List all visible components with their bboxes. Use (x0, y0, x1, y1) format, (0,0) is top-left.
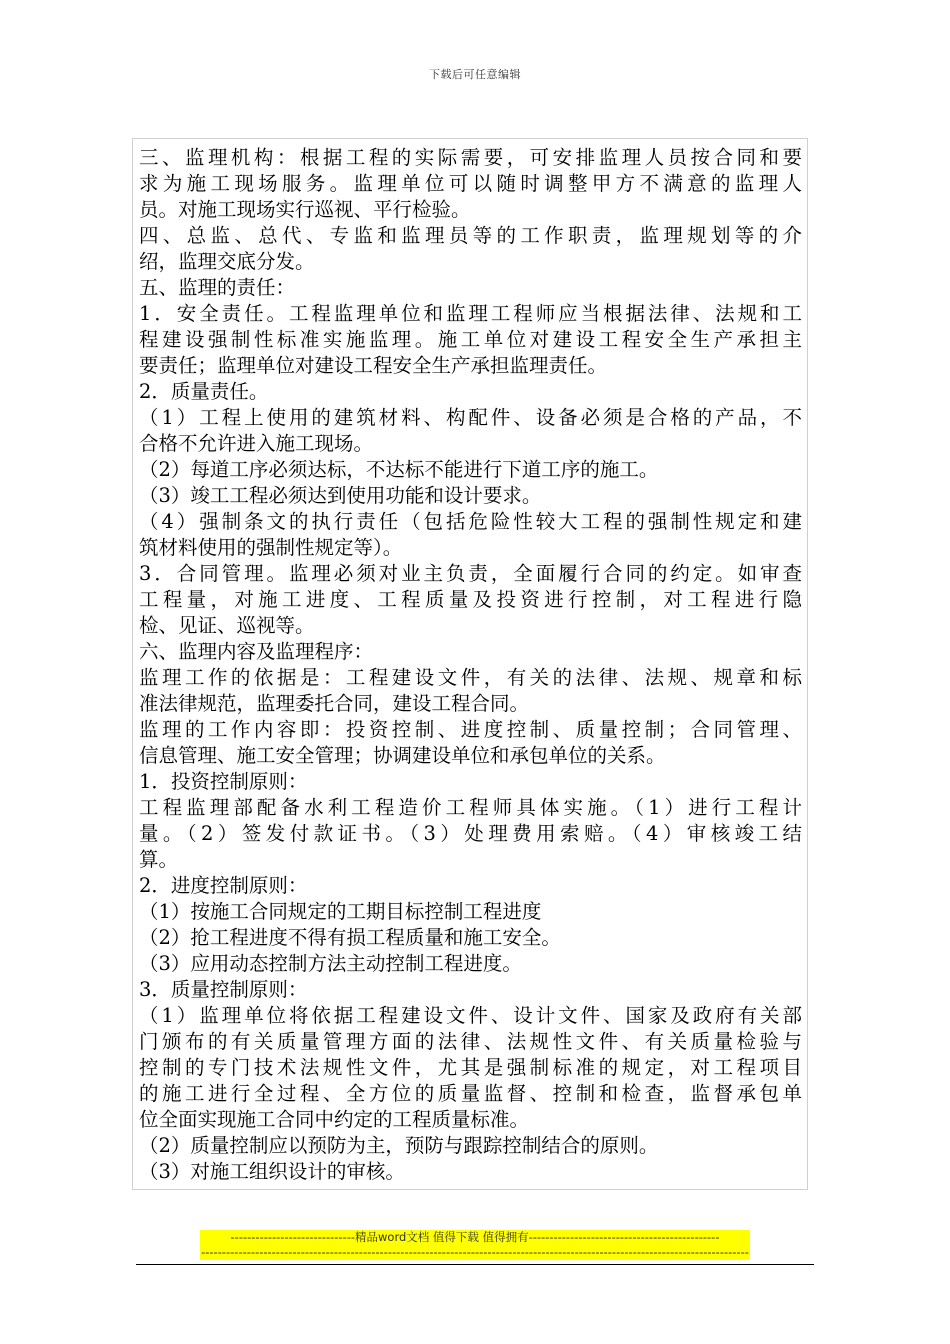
text-line: 程建设强制性标准实施监理。施工单位对建设工程安全生产承担主 (139, 328, 802, 351)
text-line: 3．质量控制原则： (139, 978, 308, 1001)
text-line: （3）应用动态控制方法主动控制工程进度。 (139, 952, 522, 975)
text-line: 绍，监理交底分发。 (139, 250, 315, 273)
text-line: （2）抢工程进度不得有损工程质量和施工安全。 (139, 926, 561, 949)
text-line: 门颁布的有关质量管理方面的法律、法规性文件、有关质量检验与 (139, 1030, 802, 1053)
text-line: 筑材料使用的强制性规定等）。 (139, 536, 403, 559)
text-line: 监理的工作内容即：投资控制、进度控制、质量控制；合同管理、 (139, 718, 802, 741)
text-line: （4）强制条文的执行责任（包括危险性较大工程的强制性规定和建 (139, 510, 802, 533)
text-line: 工程量，对施工进度、工程质量及投资进行控制，对工程进行隐 (139, 588, 802, 611)
footer-banner-line-1: ------------------------------精品word文档 值得下载 值得拥有---------------------------------------------- (230, 1230, 720, 1244)
text-line: 要责任；监理单位对建设工程安全生产承担监理责任。 (139, 354, 608, 377)
text-line: 合格不允许进入施工现场。 (139, 432, 374, 455)
text-line: 2．进度控制原则： (139, 874, 308, 897)
text-line: 四、总监、总代、专监和监理员等的工作职责，监理规划等的介 (139, 224, 802, 247)
text-line: 六、监理内容及监理程序： (139, 640, 374, 663)
document-text-box (132, 138, 808, 1190)
text-line: 工程监理部配备水利工程造价工程师具体实施。（1）进行工程计 (139, 796, 802, 819)
text-line: 1．投资控制原则： (139, 770, 308, 793)
text-line: 1．安全责任。工程监理单位和监理工程师应当根据法律、法规和工 (139, 302, 802, 325)
text-line: 量。（2）签发付款证书。（3）处理费用索赔。（4）审核竣工结 (139, 822, 802, 845)
text-line: （2）质量控制应以预防为主，预防与跟踪控制结合的原则。 (139, 1134, 659, 1157)
footer-banner-line-2: ------------------------------------------------------------------------------------------------------------------------------------ (201, 1245, 749, 1259)
footer-banner (200, 1230, 750, 1260)
text-line: （1）工程上使用的建筑材料、构配件、设备必须是合格的产品，不 (139, 406, 802, 429)
text-line: 控制的专门技术法规性文件，尤其是强制标准的规定，对工程项目 (139, 1056, 802, 1079)
text-line: 准法律规范，监理委托合同，建设工程合同。 (139, 692, 530, 715)
text-line: 2．质量责任。 (139, 380, 269, 403)
text-line: （1）监理单位将依据工程建设文件、设计文件、国家及政府有关部 (139, 1004, 802, 1027)
text-line: 三、监理机构：根据工程的实际需要，可安排监理人员按合同和要 (139, 146, 802, 169)
text-line: 员。对施工现场实行巡视、平行检验。 (139, 198, 471, 221)
text-line: （2）每道工序必须达标，不达标不能进行下道工序的施工。 (139, 458, 659, 481)
text-line: （1）按施工合同规定的工期目标控制工程进度 (139, 900, 542, 923)
text-line: 位全面实现施工合同中约定的工程质量标准。 (139, 1108, 530, 1131)
text-line: （3）对施工组织设计的审核。 (139, 1160, 405, 1183)
text-line: 检、见证、巡视等。 (139, 614, 315, 637)
page-header-note: 下载后可任意编辑 (429, 68, 521, 81)
text-line: 信息管理、施工安全管理；协调建设单位和承包单位的关系。 (139, 744, 666, 767)
footer-divider (136, 1264, 814, 1265)
text-line: （3）竣工工程必须达到使用功能和设计要求。 (139, 484, 542, 507)
text-line: 3．合同管理。监理必须对业主负责，全面履行合同的约定。如审查 (139, 562, 802, 585)
text-line: 算。 (139, 848, 179, 871)
text-line: 求为施工现场服务。监理单位可以随时调整甲方不满意的监理人 (139, 172, 802, 195)
text-line: 五、监理的责任： (139, 276, 296, 299)
text-line: 监理工作的依据是：工程建设文件，有关的法律、法规、规章和标 (139, 666, 802, 689)
text-line: 的施工进行全过程、全方位的质量监督、控制和检查，监督承包单 (139, 1082, 802, 1105)
